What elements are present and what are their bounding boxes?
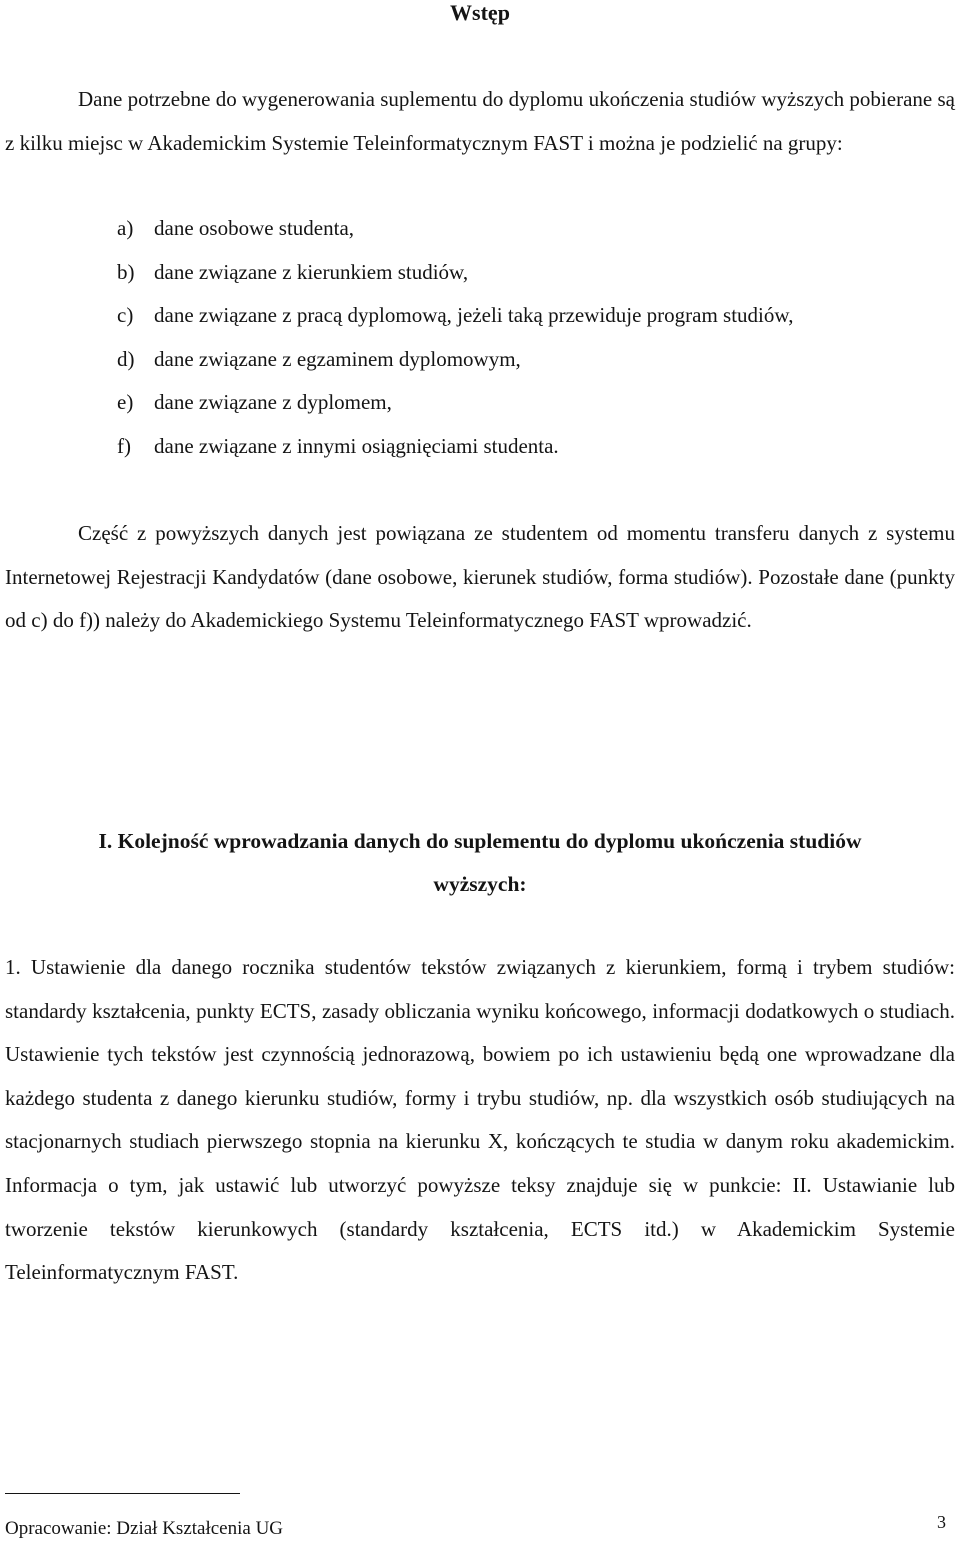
list-item: [117, 338, 793, 382]
list-item-marker: b): [117, 259, 135, 284]
section-heading-line-2: wyższych:: [433, 872, 527, 896]
list-item-text: dane osobowe studenta,: [154, 216, 355, 240]
step-1-paragraph: 1. Ustawienie dla danego rocznika studentów tekstów związanych z kierunkiem, formą i trybem studiów: standardy kształcenia, punkty ECTS, zasady obliczania wyniku końcowego, informacji dodatkowych o studiach. Ustawienie tych tekstów jest czynnością jednorazową, bowiem po ich ustawieniu będą one wprowadzane dla każdego studenta z danego kierunku studiów, formy i trybu studiów, np. dla wszystkich osób studiujących na stacjonarnych studiach pierwszego stopnia na kierunku X, kończących te studia w danym roku akademickim. Informacja o tym, jak ustawić lub utworzyć powyższe teksy znajduje się w punkcie: II. Ustawianie lub tworzenie tekstów kierunkowych (standardy kształcenia, ECTS itd.) w Akademickim Systemie Teleinformatycznym FAST.: [5, 955, 955, 1285]
list-item-text: dane związane z kierunkiem studiów,: [154, 259, 469, 284]
list-item-marker: a): [117, 216, 134, 240]
transfer-text: Część z powyższych danych jest powiązana ze studentem od momentu transferu danych z systemu Internetowej Rejestracji Kandydatów (dane osobowe, kierunek studiów, forma studiów). Pozostałe dane (punkty od c) do f)) należy do Akademickiego Systemu Teleinformatycznego FAST wprowadzić.: [5, 521, 955, 632]
list-item: [117, 425, 793, 469]
page-title: Wstęp: [450, 0, 510, 25]
list-item: [117, 207, 793, 251]
list-item-text: dane związane z egzaminem dyplomowym,: [154, 346, 521, 371]
list-item: [117, 251, 793, 295]
section-heading: [0, 820, 960, 906]
list-item-marker: d): [117, 346, 135, 371]
list-item-marker: f): [117, 433, 131, 458]
list-item-text: dane związane z dyplomem,: [154, 390, 392, 414]
footer-divider: [5, 1493, 240, 1494]
page-number: 3: [937, 1512, 946, 1532]
intro-paragraph: [5, 78, 955, 165]
section-heading-line-1: I. Kolejność wprowadzania danych do suplementu do dyplomu ukończenia studiów: [98, 829, 862, 853]
footer-author: Opracowanie: Dział Kształcenia UG: [5, 1518, 284, 1539]
data-groups-list: [117, 207, 793, 468]
list-item: [117, 294, 793, 338]
intro-text: Dane potrzebne do wygenerowania suplementu do dyplomu ukończenia studiów wyższych pobierane są z kilku miejsc w Akademickim Systemie Teleinformatycznym FAST i można je podzielić na grupy:: [5, 87, 955, 155]
transfer-paragraph: [5, 512, 955, 643]
list-item-marker: e): [117, 390, 134, 414]
list-item-text: dane związane z innymi osiągnięciami studenta.: [154, 433, 559, 458]
list-item-marker: c): [117, 303, 134, 327]
list-item-text: dane związane z pracą dyplomową, jeżeli taką przewiduje program studiów,: [154, 303, 794, 327]
list-item: [117, 381, 793, 425]
